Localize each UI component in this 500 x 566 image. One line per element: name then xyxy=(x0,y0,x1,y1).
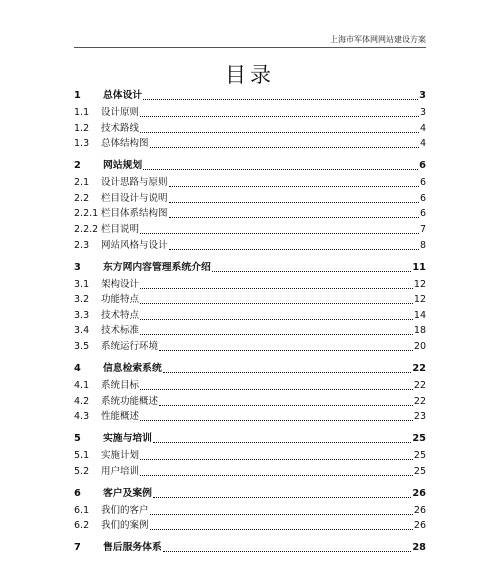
toc-entry-number: 1.1 xyxy=(74,107,90,118)
toc-section-entry[interactable] xyxy=(74,107,426,119)
toc-chapter-entry[interactable] xyxy=(74,433,426,445)
toc-entry-page-number: 26 xyxy=(413,520,426,532)
toc-entry-title: 系统目标 xyxy=(101,379,140,391)
toc-entry-page-number: 23 xyxy=(413,411,426,423)
toc-dot-leader xyxy=(140,334,413,335)
toc-entry-number: 6 xyxy=(74,487,81,499)
toc-entry-page-number: 4 xyxy=(419,138,426,150)
toc-dot-leader xyxy=(169,202,419,203)
toc-entry-number: 5.1 xyxy=(74,450,90,462)
toc-entry-page-number: 28 xyxy=(412,542,426,554)
toc-entry-title: 技术路线 xyxy=(101,122,140,134)
toc-entry-page-number: 4 xyxy=(419,122,426,134)
toc-section-entry[interactable] xyxy=(74,310,426,322)
toc-entry-number: 3.4 xyxy=(74,325,90,337)
toc-chapter-entry[interactable] xyxy=(74,363,426,375)
toc-entry-number: 3.2 xyxy=(74,294,90,306)
toc-chapter-entry[interactable] xyxy=(74,90,426,102)
toc-entry-number: 1.2 xyxy=(74,122,90,134)
toc-entry-title: 栏目体系结构图 xyxy=(101,208,168,220)
toc-dot-leader xyxy=(169,217,419,218)
toc-entry-page-number: 6 xyxy=(419,208,426,220)
toc-entry-number: 4.3 xyxy=(74,411,90,423)
toc-entry-title: 总体结构图 xyxy=(101,138,149,150)
toc-entry-number: 2.1 xyxy=(74,177,90,189)
toc-dot-leader xyxy=(140,233,419,234)
toc-dot-leader xyxy=(163,551,412,552)
toc-entry-number: 4.2 xyxy=(74,395,90,407)
toc-dot-leader xyxy=(140,459,413,460)
toc-chapter-entry[interactable] xyxy=(74,262,426,274)
toc-entry-title: 技术特点 xyxy=(101,309,140,321)
toc-entry-number: 3.1 xyxy=(74,278,90,290)
toc-dot-leader xyxy=(153,497,411,498)
toc-entry-number: 2.3 xyxy=(74,239,90,251)
toc-entry-title: 实施计划 xyxy=(101,450,140,462)
toc-entry-title: 总体设计 xyxy=(103,90,143,101)
toc-entry-title: 我们的案例 xyxy=(101,520,149,532)
toc-entry-page-number: 6 xyxy=(419,192,426,204)
toc-entry-number: 3.3 xyxy=(74,309,90,321)
toc-dot-leader xyxy=(140,389,413,390)
toc-dot-leader xyxy=(140,475,413,476)
toc-entry-page-number: 12 xyxy=(413,278,426,290)
toc-entry-page-number: 22 xyxy=(412,362,426,374)
toc-dot-leader xyxy=(169,249,419,250)
toc-dot-leader xyxy=(150,529,413,530)
page-title: 目录 xyxy=(225,63,275,87)
toc-entry-number: 2.2.2 xyxy=(74,223,99,235)
toc-entry-number: 5 xyxy=(74,433,81,445)
toc-section-entry[interactable] xyxy=(74,325,426,337)
toc-entry-page-number: 11 xyxy=(412,261,426,273)
toc-dot-leader xyxy=(169,186,419,187)
toc-dot-leader xyxy=(140,420,413,421)
toc-entry-title: 架构设计 xyxy=(101,278,140,290)
toc-chapter-entry[interactable] xyxy=(74,488,426,500)
toc-section-entry[interactable] xyxy=(74,411,426,423)
toc-chapter-entry[interactable] xyxy=(74,160,426,172)
toc-entry-title: 功能特点 xyxy=(101,294,140,306)
toc-section-entry[interactable] xyxy=(74,208,426,220)
toc-section-entry[interactable] xyxy=(74,520,426,532)
toc-section-entry[interactable] xyxy=(74,396,426,408)
toc-section-entry[interactable] xyxy=(74,177,426,189)
toc-entry-title: 系统运行环境 xyxy=(101,340,159,352)
toc-entry-title: 实施与培训 xyxy=(103,433,152,445)
toc-entry-number: 4 xyxy=(74,362,81,374)
toc-dot-leader xyxy=(140,116,419,117)
toc-entry-number: 7 xyxy=(74,542,81,554)
toc-section-entry[interactable] xyxy=(74,466,426,478)
toc-entry-number: 4.1 xyxy=(74,379,90,391)
toc-dot-leader xyxy=(143,169,418,170)
toc-entry-title: 网站规划 xyxy=(103,160,143,172)
toc-entry-page-number: 26 xyxy=(412,487,426,499)
toc-section-entry[interactable] xyxy=(74,123,426,135)
toc-entry-page-number: 6 xyxy=(419,160,426,172)
toc-section-entry[interactable] xyxy=(74,294,426,306)
toc-entry-title: 用户培训 xyxy=(101,465,140,477)
toc-dot-leader xyxy=(140,319,413,320)
toc-entry-page-number: 25 xyxy=(412,433,426,445)
toc-entry-title: 技术标准 xyxy=(101,325,140,337)
toc-entry-title: 性能概述 xyxy=(101,411,140,423)
toc-section-entry[interactable] xyxy=(74,193,426,205)
toc-entry-number: 5.2 xyxy=(74,465,90,477)
toc-entry-page-number: 8 xyxy=(419,239,426,251)
toc-section-entry[interactable] xyxy=(74,240,426,252)
toc-entry-title: 我们的客户 xyxy=(101,504,149,516)
toc-entry-title: 系统功能概述 xyxy=(101,395,159,407)
toc-section-entry[interactable] xyxy=(74,138,426,150)
toc-section-entry[interactable] xyxy=(74,224,426,236)
toc-entry-number: 2 xyxy=(74,160,81,172)
toc-entry-page-number: 14 xyxy=(413,309,426,321)
toc-entry-number: 1.3 xyxy=(74,138,90,150)
toc-section-entry[interactable] xyxy=(74,505,426,517)
toc-entry-page-number: 22 xyxy=(413,379,426,391)
toc-entry-number: 3 xyxy=(74,261,81,273)
toc-entry-page-number: 3 xyxy=(419,107,426,118)
toc-entry-page-number: 3 xyxy=(419,90,426,101)
table-of-contents xyxy=(74,88,426,554)
toc-entry-title: 东方网内容管理系统介绍 xyxy=(103,261,211,273)
toc-entry-page-number: 22 xyxy=(413,395,426,407)
toc-entry-page-number: 26 xyxy=(413,504,426,516)
toc-entry-number: 2.2 xyxy=(74,192,90,204)
toc-entry-page-number: 25 xyxy=(413,450,426,462)
toc-entry-number: 1 xyxy=(74,90,81,101)
toc-dot-leader xyxy=(212,271,412,272)
toc-entry-title: 栏目设计与说明 xyxy=(101,192,168,204)
toc-entry-page-number: 12 xyxy=(413,294,426,306)
toc-entry-number: 3.5 xyxy=(74,340,90,352)
toc-entry-title: 网站风格与设计 xyxy=(101,239,168,251)
toc-dot-leader xyxy=(143,99,418,100)
running-header: 上海市军体网网站建设方案 xyxy=(74,34,426,48)
toc-dot-leader xyxy=(153,442,411,443)
toc-entry-page-number: 6 xyxy=(419,177,426,189)
toc-dot-leader xyxy=(140,303,413,304)
toc-entry-title: 设计原则 xyxy=(101,107,140,118)
toc-dot-leader xyxy=(159,405,413,406)
toc-dot-leader xyxy=(150,147,419,148)
toc-entry-number: 6.2 xyxy=(74,520,90,532)
toc-dot-leader xyxy=(163,372,412,373)
toc-dot-leader xyxy=(140,288,413,289)
toc-entry-page-number: 20 xyxy=(413,340,426,352)
toc-entry-page-number: 18 xyxy=(413,325,426,337)
toc-entry-title: 信息检索系统 xyxy=(103,362,162,374)
toc-entry-title: 客户及案例 xyxy=(103,487,152,499)
toc-section-entry[interactable] xyxy=(74,450,426,462)
toc-entry-number: 6.1 xyxy=(74,504,90,516)
toc-entry-page-number: 7 xyxy=(419,223,426,235)
toc-chapter-entry[interactable] xyxy=(74,542,426,554)
toc-section-entry[interactable] xyxy=(74,380,426,392)
toc-dot-leader xyxy=(159,350,413,351)
toc-entry-title: 售后服务体系 xyxy=(103,542,162,554)
toc-dot-leader xyxy=(140,132,419,133)
toc-entry-title: 设计思路与原则 xyxy=(101,177,168,189)
toc-entry-title: 栏目说明 xyxy=(101,223,140,235)
toc-entry-number: 2.2.1 xyxy=(74,208,99,220)
toc-dot-leader xyxy=(150,514,413,515)
toc-section-entry[interactable] xyxy=(74,341,426,353)
toc-entry-page-number: 25 xyxy=(413,465,426,477)
toc-section-entry[interactable] xyxy=(74,279,426,291)
